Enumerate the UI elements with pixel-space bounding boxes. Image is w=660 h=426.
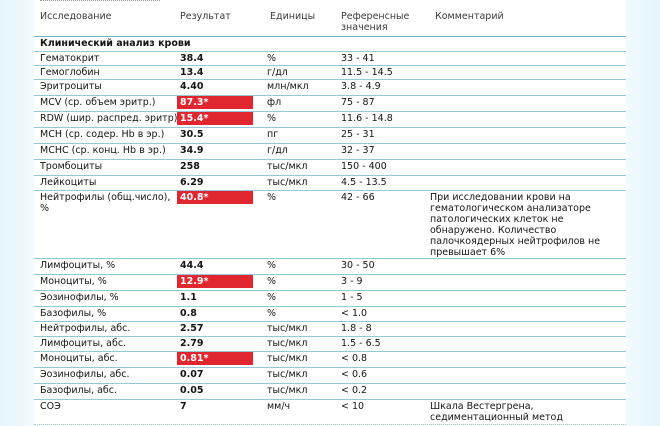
test-name: Эозинофилы, % bbox=[40, 292, 119, 303]
reference-range: 25 - 31 bbox=[341, 129, 375, 140]
table-row bbox=[34, 143, 626, 160]
test-name: Базофилы, абс. bbox=[40, 385, 118, 396]
test-name: МСНС (ср. конц. Hb в эр.) bbox=[40, 145, 166, 156]
units: мм/ч bbox=[267, 401, 291, 412]
test-name: Лимфоциты, абс. bbox=[40, 338, 127, 349]
table-row bbox=[34, 127, 626, 144]
table-bottom-line bbox=[34, 424, 626, 425]
table-row bbox=[34, 159, 626, 176]
units: % bbox=[267, 113, 277, 124]
result-value-abnormal: 40.8* bbox=[177, 191, 253, 204]
table-row bbox=[34, 111, 626, 128]
result-value: 0.07 bbox=[180, 369, 204, 380]
header-comment: Комментарий bbox=[435, 11, 504, 22]
test-name: Базофилы, % bbox=[40, 308, 107, 319]
result-value: 7 bbox=[180, 401, 187, 412]
units: тыс/мкл bbox=[267, 338, 308, 349]
result-value: 258 bbox=[180, 161, 200, 172]
units: % bbox=[267, 292, 277, 303]
result-value: 2.79 bbox=[180, 338, 204, 349]
result-value-abnormal: 12.9* bbox=[177, 275, 253, 288]
result-value-abnormal: 87.3* bbox=[177, 96, 253, 109]
table-row bbox=[34, 351, 626, 368]
units: тыс/мкл bbox=[267, 177, 308, 188]
units: фл bbox=[267, 97, 282, 108]
reference-range: 1.8 - 8 bbox=[341, 323, 372, 334]
table-row bbox=[34, 290, 626, 307]
section-title-text: Клинический анализ крови bbox=[40, 38, 191, 49]
table-row bbox=[34, 367, 626, 384]
reference-range: 42 - 66 bbox=[341, 192, 375, 203]
result-value: 38.4 bbox=[180, 53, 204, 64]
test-name: Тромбоциты bbox=[40, 161, 103, 172]
test-name: Эритроциты bbox=[40, 81, 102, 92]
table-row bbox=[34, 399, 626, 425]
result-value: 0.8 bbox=[180, 308, 197, 319]
result-value: 30.5 bbox=[180, 129, 204, 140]
result-value: 1.1 bbox=[180, 292, 197, 303]
units: % bbox=[267, 260, 277, 271]
reference-range: 3.8 - 4.9 bbox=[341, 81, 381, 92]
table-row bbox=[34, 190, 626, 259]
header-test: Исследование bbox=[40, 11, 112, 22]
units: тыс/мкл bbox=[267, 353, 308, 364]
table-row bbox=[34, 175, 626, 191]
result-value: 44.4 bbox=[180, 260, 204, 271]
test-name: MCV (ср. объем эритр.) bbox=[40, 97, 156, 108]
table-row bbox=[34, 95, 626, 112]
units: г/дл bbox=[267, 67, 288, 78]
units: % bbox=[267, 308, 277, 319]
result-value: 0.05 bbox=[180, 385, 204, 396]
units: пг bbox=[267, 129, 279, 140]
reference-range: 33 - 41 bbox=[341, 53, 375, 64]
test-name: Моноциты, % bbox=[40, 276, 107, 287]
units: тыс/мкл bbox=[267, 385, 308, 396]
reference-range: 150 - 400 bbox=[341, 161, 387, 172]
units: % bbox=[267, 192, 277, 203]
test-name: Гемоглобин bbox=[40, 67, 100, 78]
reference-range: 3 - 9 bbox=[341, 276, 363, 287]
result-value: 2.57 bbox=[180, 323, 204, 334]
reference-range: 11.6 - 14.8 bbox=[341, 113, 393, 124]
table-row bbox=[34, 383, 626, 400]
table-row bbox=[34, 306, 626, 322]
test-name: RDW (шир. распред. эритр) bbox=[40, 113, 178, 124]
units: тыс/мкл bbox=[267, 369, 308, 380]
reference-range: 1 - 5 bbox=[341, 292, 363, 303]
test-name: СОЭ bbox=[40, 401, 61, 412]
comment: Шкала Вестергрена, седиментационный метод bbox=[430, 401, 563, 423]
reference-range: < 1.0 bbox=[341, 308, 368, 319]
lab-report-page bbox=[34, 0, 626, 426]
units: тыс/мкл bbox=[267, 161, 308, 172]
section-title bbox=[34, 36, 626, 51]
reference-range: 30 - 50 bbox=[341, 260, 375, 271]
table-row bbox=[34, 51, 626, 66]
result-value: 34.9 bbox=[180, 145, 204, 156]
reference-range: 75 - 87 bbox=[341, 97, 375, 108]
test-name: Гематокрит bbox=[40, 53, 100, 64]
table-header bbox=[34, 0, 626, 36]
reference-range: 11.5 - 14.5 bbox=[341, 67, 393, 78]
test-name: Лейкоциты bbox=[40, 177, 97, 188]
result-value: 4.40 bbox=[180, 81, 204, 92]
test-name: Нейтрофилы (общ.число), % bbox=[40, 192, 171, 214]
test-name: Лимфоциты, % bbox=[40, 260, 116, 271]
comment: При исследовании крови на гематологическом анализаторе патологических клеток не обнаружено. Количество палочкоядерных нейтрофилов не превышает 6% bbox=[430, 192, 601, 258]
result-value-abnormal: 15.4* bbox=[177, 112, 253, 125]
units: % bbox=[267, 276, 277, 287]
table-row bbox=[34, 79, 626, 96]
table-row bbox=[34, 274, 626, 291]
reference-range: 32 - 37 bbox=[341, 145, 375, 156]
reference-range: < 0.2 bbox=[341, 385, 368, 396]
result-value: 13.4 bbox=[180, 67, 204, 78]
test-name: Нейтрофилы, абс. bbox=[40, 323, 131, 334]
header-reference: Референсные значения bbox=[341, 11, 410, 33]
table-row bbox=[34, 321, 626, 337]
reference-range: < 0.6 bbox=[341, 369, 368, 380]
test-name: Моноциты, абс. bbox=[40, 353, 118, 364]
units: тыс/мкл bbox=[267, 323, 308, 334]
test-name: Эозинофилы, абс. bbox=[40, 369, 130, 380]
table-row bbox=[34, 65, 626, 80]
table-row bbox=[34, 336, 626, 352]
test-name: MCH (ср. содер. Hb в эр.) bbox=[40, 129, 165, 140]
reference-range: < 0.8 bbox=[341, 353, 368, 364]
header-units: Единицы bbox=[270, 11, 316, 22]
table-row bbox=[34, 258, 626, 275]
reference-range: 1.5 - 6.5 bbox=[341, 338, 381, 349]
result-value: 6.29 bbox=[180, 177, 204, 188]
units: % bbox=[267, 53, 277, 64]
units: млн/мкл bbox=[267, 81, 309, 92]
reference-range: < 10 bbox=[341, 401, 365, 412]
reference-range: 4.5 - 13.5 bbox=[341, 177, 387, 188]
units: г/дл bbox=[267, 145, 288, 156]
result-value-abnormal: 0.81* bbox=[177, 352, 253, 365]
header-result: Результат bbox=[180, 11, 231, 22]
